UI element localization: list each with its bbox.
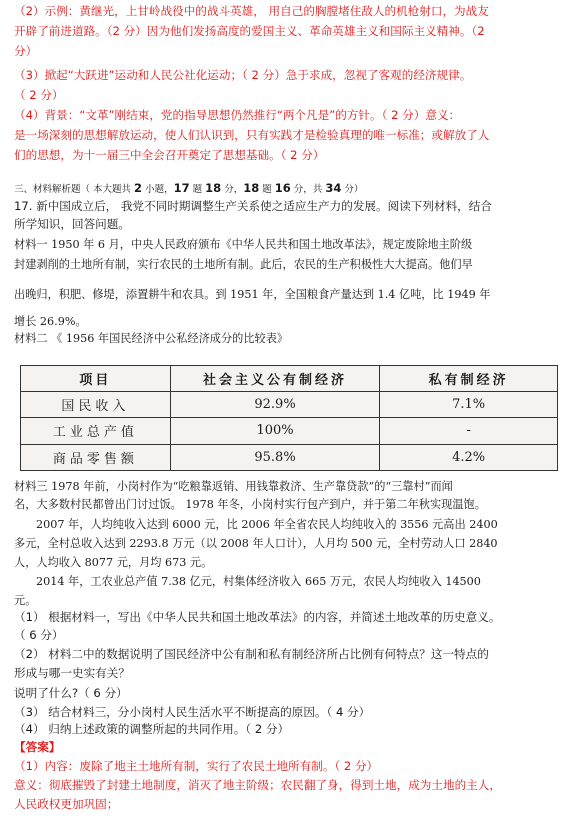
answer-line: （2）示例：黄继光，上甘岭战役中的战斗英雄， 用自己的胸膛堵住敌人的机枪射口，为战友 [14,4,489,18]
sub-question: 说明了什么?（ 6 分） [14,686,128,700]
material-three: 2007 年，人均纯收入达到 6000 元，比 2006 年全省农民人均纯收入的 3556 元高出 2400 [36,518,498,531]
table-cell: 100% [170,418,379,444]
material-three: 人，人均收入 8077 元，月均 673 元。 [14,556,213,569]
table-cell: 95.8% [170,444,379,470]
table-row [21,418,558,444]
sub-question: （4） 归纳上述政策的调整所起的共同作用。（ 2 分） [14,722,290,736]
table-header-cell: 社会主义公有制经济 [170,366,379,392]
material-one: 材料一 1950 年 6 月，中央人民政府颁布《中华人民共和国土地改革法》，规定废除地主阶级 [14,238,473,251]
table-header-row [21,366,558,392]
table-header-cell: 私有制经济 [380,366,558,392]
material-one: 增长 26.9%。 [14,315,87,328]
section-heading: 三、材料解析题（ 本大题共 2 小题，17 题 18 分，18 题 16 分，共 34 分） [14,181,364,195]
sub-question: （2） 材料二中的数据说明了国民经济中公有制和私有制经济所占比例有何特点？这一特点的 [14,647,489,661]
table-cell: 工业总产值 [21,418,171,444]
question-stem: 所学知识，回答问题。 [14,217,130,231]
material-one: 封建剥削的土地所有制，实行农民的土地所有制。此后，农民的生产积极性大大提高。他们早 [14,258,473,271]
table-header-cell: 项目 [21,366,171,392]
material-three: 材料三 1978 年前，小岗村作为“吃粮靠返销、用钱靠救济、生产靠贷款”的“三靠村”而闻 [14,480,453,493]
table-cell: 7.1% [380,392,558,418]
sub-question: （3） 结合材料三，分小岗村人民生活水平不断提高的原因。（ 4 分） [14,705,371,719]
question-stem: 17. 新中国成立后， 我党不同时期调整生产关系使之适应生产力的发展。阅读下列材料，结合 [14,199,492,213]
sub-question: 形成与哪一史实有关？ [14,666,130,680]
table-cell: 商品零售额 [21,444,171,470]
answer-label: 【答案】 [14,740,61,754]
table-row [21,444,558,470]
material-three: 多元，全村总收入达到 2293.8 万元（以 2008 年人口计），人月均 500 元，全村劳动人口 2840 [14,537,498,550]
answer-line: 们的思想，为十一届三中全会召开奠定了思想基础。（ 2 分） [14,148,325,162]
table-cell: 92.9% [170,392,379,418]
answer-line: 分） [14,44,38,58]
material-two-title: 材料二 《 1956 年国民经济中公私经济成分的比较表》 [14,332,289,345]
answer-line: 开辟了前进道路。（2 分）因为他们发扬高度的爱国主义、革命英雄主义和国际主义精神。（2 [14,24,485,38]
answer-line: （1）内容：废除了地主土地所有制，实行了农民土地所有制。（ 2 分） [14,759,379,773]
answer-line: （4）背景：“文革”刚结束，党的指导思想仍然推行“两个凡是”的方针。（ 2 分）意义： [14,108,461,122]
table-row [21,392,558,418]
material-one: 出晚归，积肥、修堤，添置耕牛和农具。到 1951 年，全国粮食产量达到 1.4 亿吨，比 1949 年 [14,288,491,301]
material-three: 元。 [14,594,37,607]
table-cell: 国民收入 [21,392,171,418]
sub-question: （ 6 分） [14,628,64,642]
answer-line: 是一场深刻的思想解放运动，使人们认识到，只有实践才是检验真理的唯一标准；或解放了人 [14,128,490,142]
table-cell: - [380,418,558,444]
answer-line: （3）掀起“大跃进”运动和人民公社化运动；（ 2 分）急于求成，忽视了客观的经济规律。 [14,68,472,82]
material-three: 名，大多数村民都曾出门讨过饭。 1978 年冬，小岗村实行包产到户，并于第二年秋实现温饱。 [14,498,486,511]
answer-line: 意义：彻底摧毁了封建土地制度，消灭了地主阶级；农民翻了身，得到土地，成为土地的主人， [14,778,501,792]
answer-line: （ 2 分） [14,88,64,102]
economy-comparison-table [20,365,558,471]
table-cell: 4.2% [380,444,558,470]
sub-question: （1） 根据材料一，写出《中华人民共和国土地改革法》的内容，并简述土地改革的历史意义。 [14,610,501,624]
material-three: 2014 年，工农业总产值 7.38 亿元，村集体经济收入 665 万元，农民人均纯收入 14500 [36,575,481,588]
answer-line: 人民政权更加巩固； [14,797,119,811]
